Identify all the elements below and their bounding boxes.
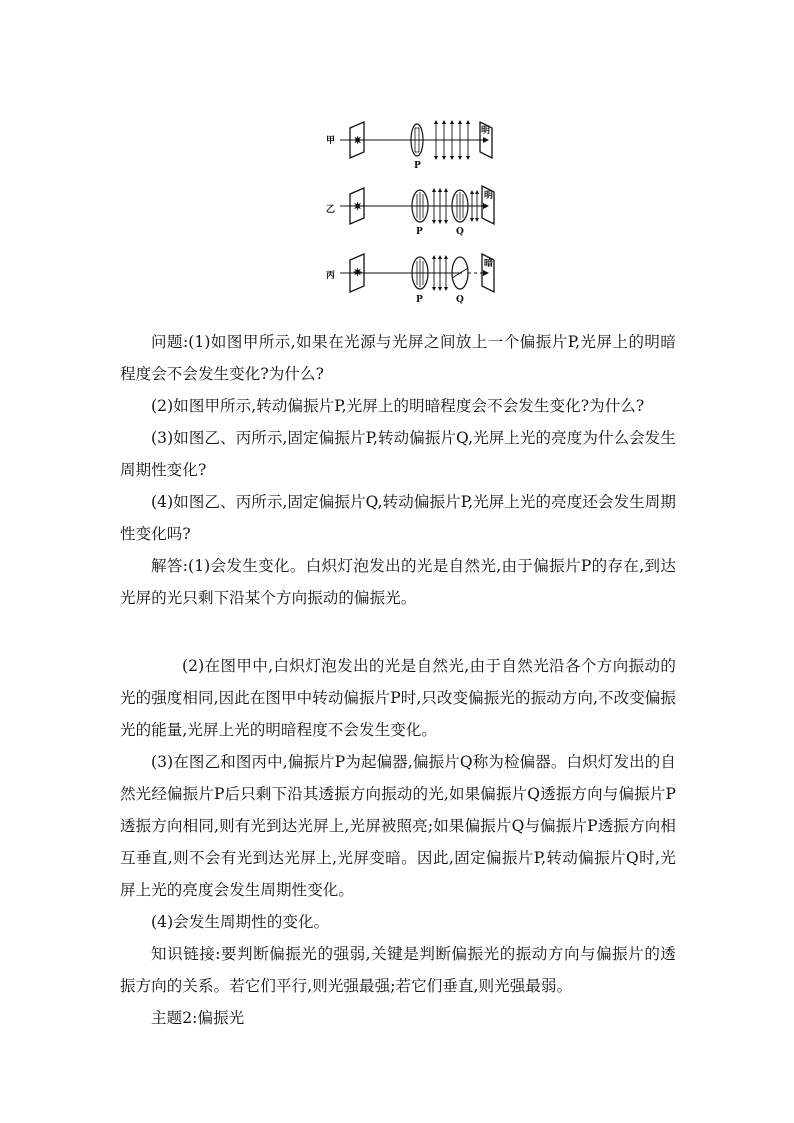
label-yi: 乙 — [326, 205, 336, 215]
label-q-bing: Q — [456, 295, 464, 305]
label-ming-yi: 明 — [484, 191, 494, 201]
question-4: (4)如图乙、丙所示,固定偏振片Q,转动偏振片P,光屏上光的亮度还会发生周期性变化吗? — [120, 493, 676, 543]
polarization-diagram-svg — [320, 106, 520, 316]
row-jia — [326, 122, 492, 171]
answer-2: (2)在图甲中,白炽灯泡发出的光是自然光,由于自然光沿各个方向振动的光的强度相同,因此在图甲中转动偏振片P时,只改变偏振光的振动方向,不改变偏振光的能量,光屏上光的明暗程度不会发生变化。 — [120, 657, 677, 739]
question-3: (3)如图乙、丙所示,固定偏振片P,转动偏振片Q,光屏上光的亮度为什么会发生周期性变化? — [120, 429, 676, 479]
label-p-bing: P — [416, 295, 423, 305]
bulb-icon: ✷ — [353, 200, 363, 213]
label-jia: 甲 — [326, 136, 336, 146]
question-1: 问题:(1)如图甲所示,如果在光源与光屏之间放上一个偏振片P,光屏上的明暗程度会不会发生变化?为什么? — [120, 333, 676, 383]
label-bing: 丙 — [326, 271, 336, 281]
question-2: (2)如图甲所示,转动偏振片P,光屏上的明暗程度会不会发生变化?为什么? — [151, 397, 645, 415]
label-an-bing: 暗 — [484, 259, 494, 269]
document-body — [120, 326, 676, 1034]
label-q-yi: Q — [456, 227, 464, 237]
label-p-yi: P — [416, 227, 423, 237]
topic-heading: 主题2:偏振光 — [151, 1009, 245, 1027]
answer-1: 解答:(1)会发生变化。白炽灯泡发出的光是自然光,由于偏振片P的存在,到达光屏的光只剩下沿某个方向振动的偏振光。 — [120, 557, 676, 607]
polarization-diagram — [320, 106, 520, 316]
row-bing — [326, 254, 494, 305]
row-yi — [326, 186, 494, 237]
label-p-jia: P — [414, 161, 421, 171]
label-ming-jia: 明 — [481, 126, 491, 136]
bulb-icon: ✷ — [353, 134, 363, 147]
bulb-icon: ✷ — [353, 266, 363, 279]
knowledge-link: 知识链接:要判断偏振光的强弱,关键是判断偏振光的振动方向与偏振片的透振方向的关系。若它们平行,则光强最强;若它们垂直,则光强最弱。 — [120, 945, 676, 995]
paragraph-gap — [120, 614, 676, 650]
answer-3: (3)在图乙和图丙中,偏振片P为起偏器,偏振片Q称为检偏器。白炽灯发出的自然光经偏振片P后只剩下沿其透振方向振动的光,如果偏振片Q透振方向与偏振片P透振方向相同,则有光到达光屏上,光屏被照亮;如果偏振片Q与偏振片P透振方向相互垂直,则不会有光到达光屏上,光屏变暗。因此,固定偏振片P,转动偏振片Q时,光屏上光的亮度会发生周期性变化。 — [120, 753, 676, 899]
answer-4: (4)会发生周期性的变化。 — [151, 913, 330, 931]
